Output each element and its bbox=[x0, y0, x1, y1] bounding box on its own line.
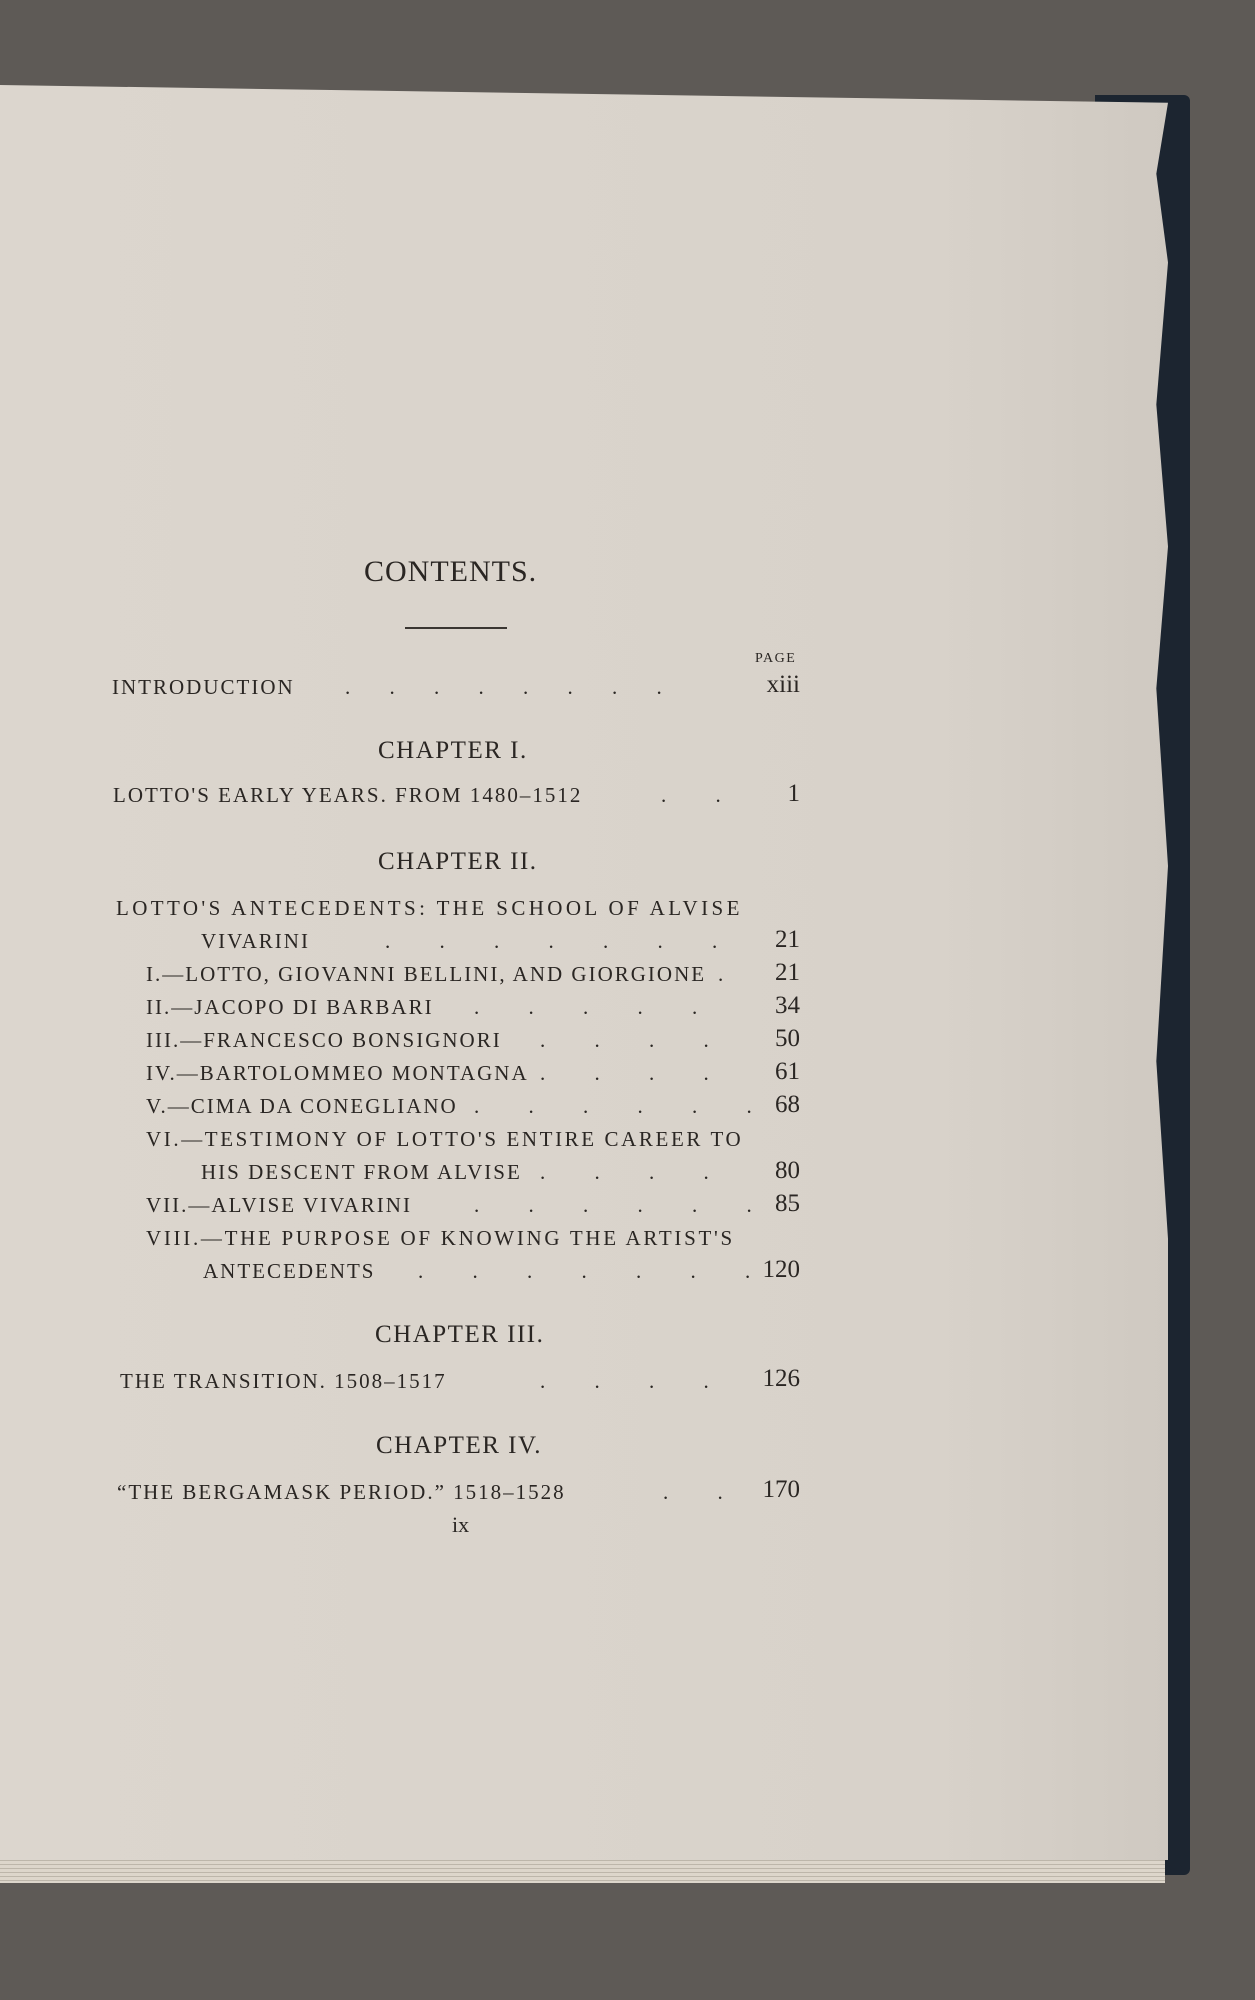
toc-page-number: 68 bbox=[775, 1091, 800, 1118]
toc-label: V.—CIMA DA CONEGLIANO bbox=[146, 1094, 458, 1118]
toc-leader: . . . . bbox=[540, 1369, 731, 1393]
toc-leader: . . . . . . bbox=[474, 1193, 774, 1217]
contents-title: CONTENTS. bbox=[364, 555, 538, 588]
toc-leader: . . . . bbox=[540, 1028, 731, 1052]
toc-leader: . . . . . . . . bbox=[345, 675, 679, 699]
toc-page-number: 170 bbox=[762, 1476, 800, 1503]
toc-leader: . . bbox=[663, 1480, 745, 1504]
toc-label: VIVARINI bbox=[201, 929, 310, 953]
toc-label: III.—FRANCESCO BONSIGNORI bbox=[146, 1028, 502, 1052]
toc-label: THE TRANSITION. 1508–1517 bbox=[120, 1369, 447, 1393]
toc-page-number: 1 bbox=[787, 780, 800, 807]
toc-label: LOTTO'S EARLY YEARS. FROM 1480–1512 bbox=[113, 783, 583, 807]
toc-label: I.—LOTTO, GIOVANNI BELLINI, AND GIORGIONE bbox=[146, 962, 707, 986]
toc-leader: . . . . bbox=[540, 1061, 731, 1085]
chapter-heading: CHAPTER III. bbox=[375, 1321, 545, 1348]
chapter-heading: CHAPTER IV. bbox=[376, 1432, 543, 1459]
toc-page-number: 50 bbox=[775, 1025, 800, 1052]
toc-page-number: xiii bbox=[766, 671, 800, 698]
toc-page-number: 21 bbox=[775, 926, 800, 953]
title-rule bbox=[405, 627, 507, 629]
toc-page-number: 85 bbox=[775, 1190, 800, 1217]
toc-page-number: 120 bbox=[762, 1256, 800, 1283]
toc-label: ANTECEDENTS bbox=[203, 1259, 376, 1283]
page-folio: ix bbox=[452, 1512, 470, 1537]
toc-label: VII.—ALVISE VIVARINI bbox=[146, 1193, 412, 1217]
toc-label: II.—JACOPO DI BARBARI bbox=[146, 995, 434, 1019]
toc-label: IV.—BARTOLOMMEO MONTAGNA bbox=[146, 1061, 529, 1085]
toc-label: LOTTO'S ANTECEDENTS: THE SCHOOL OF ALVISE bbox=[116, 896, 743, 920]
toc-label: INTRODUCTION bbox=[112, 675, 295, 699]
toc-leader: . . . . . bbox=[474, 995, 720, 1019]
toc-page-number: 21 bbox=[775, 959, 800, 986]
toc-label: HIS DESCENT FROM ALVISE bbox=[201, 1160, 522, 1184]
toc-page-number: 61 bbox=[775, 1058, 800, 1085]
toc-leader: . . bbox=[661, 783, 743, 807]
toc-page-number: 80 bbox=[775, 1157, 800, 1184]
toc-leader: . . . . . . bbox=[474, 1094, 774, 1118]
page-column-label: PAGE bbox=[755, 651, 797, 666]
toc-leader: . bbox=[718, 962, 726, 986]
toc-label: “THE BERGAMASK PERIOD.” 1518–1528 bbox=[117, 1480, 566, 1504]
toc-page-number: 126 bbox=[762, 1365, 800, 1392]
toc-page-number: 34 bbox=[775, 992, 800, 1019]
toc-leader: . . . . . . . bbox=[418, 1259, 773, 1283]
toc-leader: . . . . bbox=[540, 1160, 731, 1184]
toc-leader: . . . . . . . bbox=[385, 929, 740, 953]
chapter-heading: CHAPTER II. bbox=[378, 848, 538, 875]
chapter-heading: CHAPTER I. bbox=[378, 737, 528, 764]
toc-label: VI.—TESTIMONY OF LOTTO'S ENTIRE CAREER TO bbox=[146, 1127, 744, 1151]
toc-label: VIII.—THE PURPOSE OF KNOWING THE ARTIST'S bbox=[146, 1226, 735, 1250]
